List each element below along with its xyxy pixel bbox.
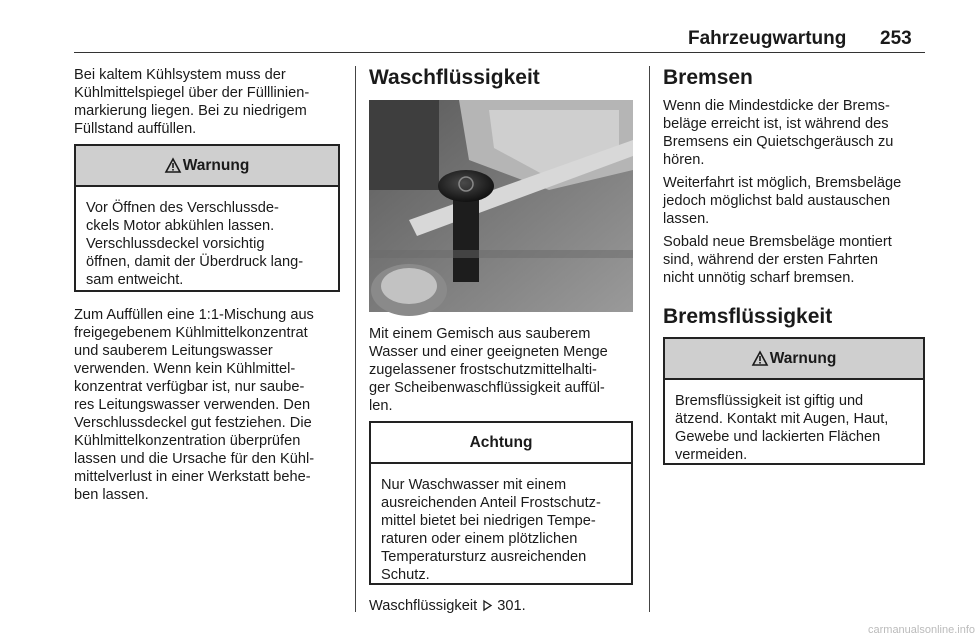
caution-box-header [371,423,631,464]
brakes-paragraph-3 [663,233,925,287]
text-line: Bremsflüssigkeit ist giftig und [675,393,864,409]
column-divider-2 [649,66,650,612]
text-line: freigegebenem Kühlmittelkonzentrat [74,325,308,341]
brakes-paragraph-2 [663,174,927,228]
coolant-warning-box [74,144,340,292]
text-line: nicht unnötig scharf bremsen. [663,270,855,286]
text-line: len. [369,398,393,414]
text-line: Mit einem Gemisch aus sauberem [369,326,591,342]
text-line: ckels Motor abkühlen lassen. [86,218,275,234]
warning-box-header [76,146,338,187]
text-line: Bei kaltem Kühlsystem muss der [74,67,286,83]
text-line: Verschlussdeckel vorsichtig [86,236,265,252]
reference-page: 301. [497,598,526,614]
running-header-title: Fahrzeugwartung [688,28,847,49]
text-line: lassen und die Ursache für den Kühl- [74,451,315,467]
text-line: vermeiden. [675,447,748,463]
caution-title: Achtung [469,433,533,451]
warning-title: Warnung [182,156,250,174]
text-line: Gewebe und lackierten Flächen [675,429,881,445]
warning-box-body [76,187,338,289]
text-line: markierung liegen. Bei zu niedrigem [74,103,307,119]
text-line: Füllstand auffüllen. [74,121,197,137]
text-line: hören. [663,152,705,168]
washer-fluid-heading: Waschflüssigkeit [369,66,540,89]
text-line: ausreichenden Anteil Frostschutz- [381,495,601,511]
text-line: ben lassen. [74,487,149,503]
text-line: beläge erreicht ist, ist während des [663,116,889,132]
text-line: Weiterfahrt ist möglich, Bremsbeläge [663,175,902,191]
washer-fluid-reservoir-photo [369,100,633,312]
text-line: verwenden. Wenn kein Kühlmittel- [74,361,296,377]
text-line: raturen oder einem plötzlichen [381,531,578,547]
text-line: zugelassener frostschutzmittelhalti- [369,362,597,378]
text-line: Wasser und einer geeigneten Menge [369,344,608,360]
watermark: carmanualsonline.info [868,624,975,636]
text-line: res Leitungswasser verwenden. Den [74,397,311,413]
column-divider-1 [355,66,356,612]
text-line: Schutz. [381,567,430,583]
text-line: Verschlussdeckel gut festziehen. Die [74,415,312,431]
text-line: Temperatursturz ausreichenden [381,549,587,565]
text-line: Kühlmittelkonzentration überprüfen [74,433,301,449]
washer-caution-box [369,421,633,585]
cross-reference[interactable] [369,597,641,615]
text-line: Kühlmittelspiegel über der Fülllinien- [74,85,310,101]
brakes-paragraph-1 [663,97,925,169]
reference-arrow-icon [483,600,492,611]
reference-text: Waschflüssigkeit [369,598,478,614]
text-line: mittelverlust in einer Werkstatt behe- [74,469,311,485]
warning-box-header [665,339,923,380]
text-line: Wenn die Mindestdicke der Brems- [663,98,890,114]
text-line: sind, während der ersten Fahrten [663,252,878,268]
text-line: konzentrat verfügbar ist, nur saube- [74,379,305,395]
text-line: ger Scheibenwaschflüssigkeit auffül- [369,380,605,396]
text-line: Zum Auffüllen eine 1:1-Mischung aus [74,307,314,323]
coolant-body-paragraph [74,306,350,504]
engine-bay-illustration [369,100,633,312]
brake-fluid-warning-box [663,337,925,465]
brake-fluid-heading: Bremsflüssigkeit [663,305,833,328]
text-line: lassen. [663,211,710,227]
washer-fluid-paragraph [369,325,641,415]
warning-triangle-icon [752,351,768,366]
text-line: ätzend. Kontakt mit Augen, Haut, [675,411,889,427]
text-line: und sauberem Leitungswasser [74,343,273,359]
text-line: jedoch möglichst bald austauschen [663,193,891,209]
header-rule [74,52,925,53]
text-line: Vor Öffnen des Verschlussde- [86,200,279,216]
warning-box-body [665,380,923,464]
text-line: mittel bietet bei niedrigen Tempe- [381,513,596,529]
caution-box-body [371,464,631,584]
text-line: Nur Waschwasser mit einem [381,477,567,493]
text-line: Bremsens ein Quietschgeräusch zu [663,134,894,150]
text-line: öffnen, damit der Überdruck lang- [86,254,304,270]
coolant-intro-paragraph [74,66,344,138]
warning-triangle-icon [165,158,181,173]
brakes-heading: Bremsen [663,66,753,89]
page-number: 253 [880,28,912,49]
text-line: Sobald neue Bremsbeläge montiert [663,234,892,250]
text-line: sam entweicht. [86,272,184,288]
warning-title: Warnung [769,349,837,367]
